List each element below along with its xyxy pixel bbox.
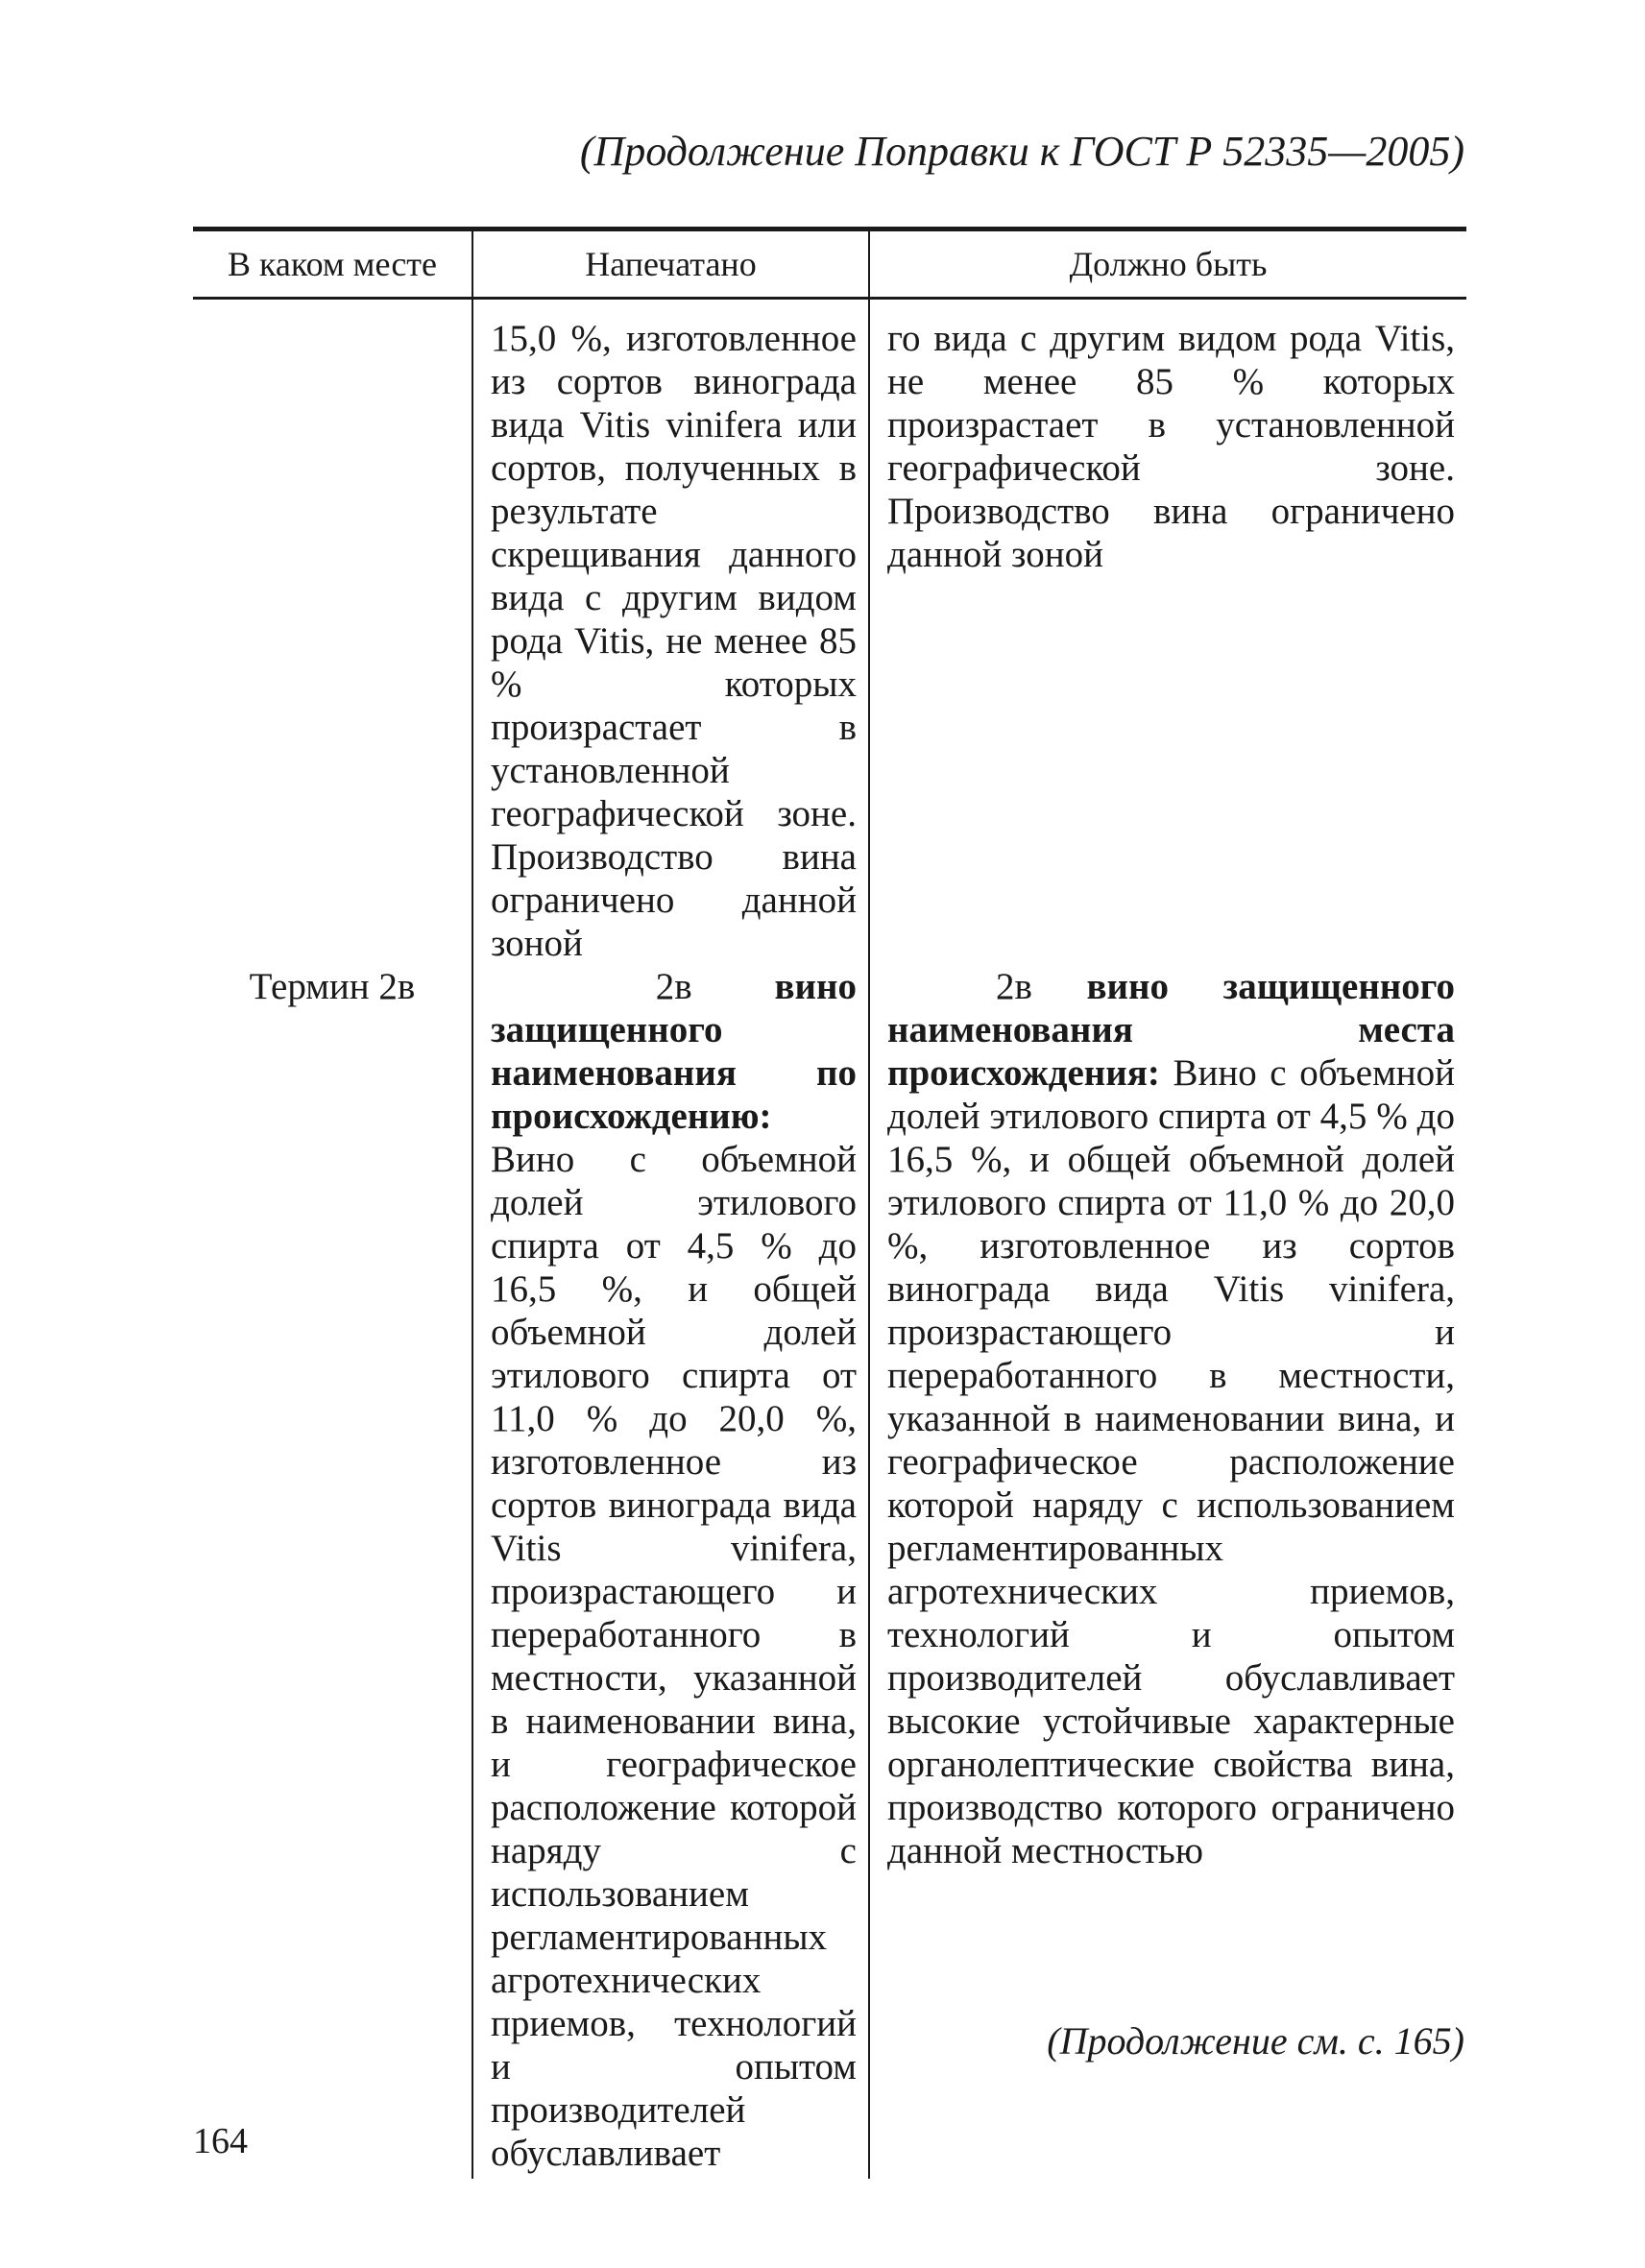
term-definition: Вино с объемной долей этилового спирта от 4,5 % до 16,5 %, и общей объемной долей этилового спирта от 11,0 % до 20,0 %, изготовленное из сортов винограда вида Vitis vinifera, произрастающего и переработанного в местности, указанной в наименовании вина, и географическое расположение которой наряду с использованием регламентированных агротехнических приемов, технологий и опытом производителей обуславливает (491, 1139, 857, 2174)
table-header-row (193, 229, 1466, 299)
table-row (193, 965, 1466, 2179)
term-number: 2в (996, 966, 1032, 1007)
cell-correct (869, 965, 1466, 2179)
cell-place: Термин 2в (249, 966, 416, 1007)
term-definition: Вино с объемной долей этилового спирта от 4,5 % до 16,5 %, и общей объемной долей этилового спирта от 11,0 % до 20,0 %, изготовленное из сортов винограда вида Vitis vinifera, произрастающего и переработанного в местности, указанной в наименовании вина, и географическое расположение которой наряду с использованием регламентированных агротехнических приемов, технологий и опытом производителей обуславливает высокие устойчивые характерные органолептические свойства вина, производство которого ограничено данной местностью (887, 1052, 1455, 1871)
cell-printed: 15,0 %, изготовленное из сортов винограда вида Vitis vinifera или сортов, полученных в результате скрещивания данного вида с другим видом рода Vitis, не менее 85 % которых произрастает в установленной географической зоне. Производство вина ограничено данной зоной (472, 299, 869, 966)
term-title: вино защищенного наименования места происхождения: (887, 966, 1456, 1094)
corrections-table (193, 227, 1466, 2179)
cell-place (193, 299, 472, 966)
continuation-header: (Продолжение Поправки к ГОСТ Р 52335—2005) (579, 128, 1464, 175)
column-header-place: В каком месте (193, 229, 472, 299)
cell-printed (472, 965, 869, 2179)
page-number: 164 (193, 2121, 248, 2161)
table-row (193, 299, 1466, 966)
column-header-printed: Напечатано (472, 229, 869, 299)
term-number: 2в (655, 966, 692, 1007)
term-title: вино защищенного наименования по происхождению: (491, 966, 858, 1137)
column-header-correct: Должно быть (869, 229, 1466, 299)
continuation-footer: (Продолжение см. с. 165) (1047, 2019, 1464, 2063)
cell-correct: го вида с другим видом рода Vitis, не менее 85 % которых произрастает в установленной географической зоне. Производство вина ограничено данной зоной (869, 299, 1466, 966)
